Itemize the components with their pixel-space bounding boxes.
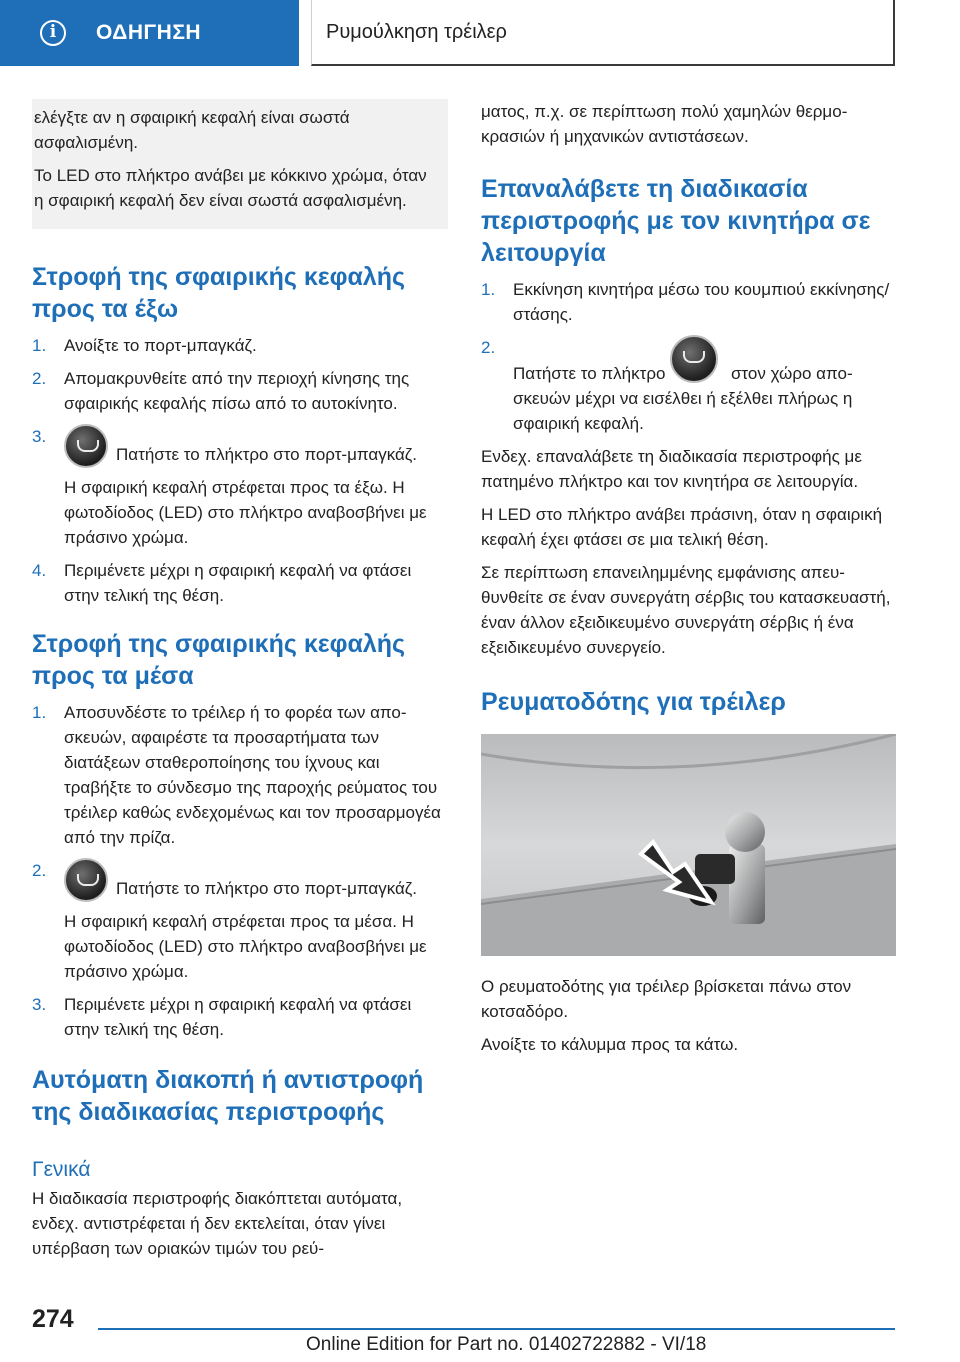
topic-title: Ρυμούλκηση τρέιλερ (326, 20, 507, 43)
right-column (481, 99, 896, 1065)
step-number: 3. (32, 427, 47, 446)
note-text: Το LED στο πλήκτρο ανάβει με κόκκινο χρώμα, όταν η σφαιρική κεφαλή δεν είναι σωστά ασφαλισμένη. (34, 166, 427, 210)
section-heading: Επαναλάβετε τη διαδικασία περιστροφής με τον κινητήρα σε λειτουργία (481, 175, 871, 267)
step-text: Περιμένετε μέχρι η σφαιρική κεφαλή να φτάσει στην τελική της θέση. (64, 995, 412, 1039)
body-text: Σε περίπτωση επανειλημμένης εμφάνισης απευθυνθείτε σε έναν συνεργάτη σέρβις του κατασκευαστή, έναν άλλον εξειδικευμένο συνεργάτη σέρβις ή ένα εξειδικευμένο συνεργείο. (481, 563, 891, 657)
section-heading: Αυτόματη διακοπή ή αντιστροφή της διαδικασίας περιστροφής (32, 1066, 424, 1126)
list-item (32, 558, 448, 608)
step-text: Πατήστε το πλήκτρο (513, 364, 666, 383)
step-text: Περιμένετε μέχρι η σφαιρική κεφαλή να φτάσει στην τελική της θέση. (64, 561, 412, 605)
step-text: Εκκίνηση κινητήρα μέσω του κουμπιού εκκίνησης/στάσης. (513, 280, 890, 324)
list-item (32, 992, 448, 1042)
list-item (481, 335, 896, 436)
section-title: ΟΔΗΓΗΣΗ (96, 21, 202, 44)
steps-list (32, 333, 448, 608)
step-text: Ανοίξτε το πορτ-μπαγκάζ. (64, 336, 257, 355)
steps-list (32, 700, 448, 1042)
list-item (32, 333, 448, 358)
step-number: 1. (481, 280, 496, 299)
step-text: Αποσυνδέστε το τρέιλερ ή το φορέα των αποσκευών, αφαιρέστε τα προσαρτήματα των διατάξεων σταθεροποίησης του ίχνους και τραβήξτε το σύνδεσμο της παροχής ρεύματος του τρέιλερ καθώς ενδεχομένως και τον προσαρμογέα από την πρίζα. (64, 703, 441, 847)
list-item (481, 277, 896, 327)
step-number: 2. (32, 369, 47, 388)
section-heading: Στροφή της σφαιρικής κεφαλής προς τα έξω (32, 263, 406, 323)
step-number: 2. (32, 861, 47, 880)
footer-divider (98, 1328, 895, 1330)
section-heading: Στροφή της σφαιρικής κεφαλής προς τα μέσα (32, 630, 406, 690)
topic-header (311, 0, 895, 66)
step-text: Πατήστε το πλήκτρο στο πορτ-μπαγκάζ. (116, 445, 418, 464)
step-number: 4. (32, 561, 47, 580)
list-item (32, 424, 448, 550)
page-number: 274 (32, 1305, 74, 1333)
hitch-button-icon (670, 335, 718, 383)
step-number: 2. (481, 338, 496, 357)
left-column (32, 99, 448, 1269)
step-text: στον χώρο αποσκευών μέχρι να εισέλθει ή εξέλθει πλήρως η σφαιρική κεφαλή. (513, 364, 853, 433)
list-item (32, 858, 448, 984)
step-text: Πατήστε το πλήκτρο στο πορτ-μπαγκάζ. (116, 879, 418, 898)
section-heading: Ρευματοδότης για τρέιλερ (481, 688, 786, 716)
body-text: Η διαδικασία περιστροφής διακόπτεται αυτόματα, ενδεχ. αντιστρέφεται ή δεν εκτελείται, όταν γίνει υπέρβαση των οριακών τιμών του ρεύ- (32, 1189, 403, 1258)
body-text: Ενδεχ. επαναλάβετε τη διαδικασία περιστροφής με πατημένο πλήκτρο και τον κινητήρα σε λειτουργία. (481, 447, 862, 491)
body-text: Η LED στο πλήκτρο ανάβει πράσινη, όταν η σφαιρική κεφαλή έχει φτάσει σε μια τελική θέση. (481, 505, 883, 549)
step-text: Απομακρυνθείτε από την περιοχή κίνησης της σφαιρικής κεφαλής πίσω από το αυτοκίνητο. (64, 369, 410, 413)
section-tab (0, 0, 299, 66)
note-box (32, 99, 448, 229)
subsection-heading: Γενικά (32, 1158, 91, 1181)
step-number: 1. (32, 336, 47, 355)
step-number: 3. (32, 995, 47, 1014)
step-detail: Η σφαιρική κεφαλή στρέφεται προς τα μέσα. Η φωτοδίοδος (LED) στο πλήκτρο αναβοσβήνει με πράσινο χρώμα. (64, 912, 427, 981)
hitch-button-icon (64, 424, 108, 468)
step-detail: Η σφαιρική κεφαλή στρέφεται προς τα έξω. Η φωτοδίοδος (LED) στο πλήκτρο αναβοσβήνει με πράσινο χρώμα. (64, 478, 427, 547)
step-number: 1. (32, 703, 47, 722)
body-text: Ανοίξτε το κάλυμμα προς τα κάτω. (481, 1035, 739, 1054)
body-text: Ο ρευματοδότης για τρέιλερ βρίσκεται πάνω στον κοτσαδόρο. (481, 977, 852, 1021)
note-text: ελέγξτε αν η σφαιρική κεφαλή είναι σωστά ασφαλισμένη. (34, 108, 350, 152)
hitch-button-icon (64, 858, 108, 902)
body-text: ματος, π.χ. σε περίπτωση πολύ χαμηλών θερμοκρασιών ή μηχανικών αντιστάσεων. (481, 102, 848, 146)
info-icon: i (40, 20, 66, 46)
trailer-socket-photo (481, 734, 896, 956)
trailer-socket-illustration (481, 734, 896, 956)
list-item (32, 366, 448, 416)
steps-list (481, 277, 896, 436)
edition-text: Online Edition for Part no. 01402722882 - VI/18 (306, 1334, 707, 1355)
list-item (32, 700, 448, 850)
